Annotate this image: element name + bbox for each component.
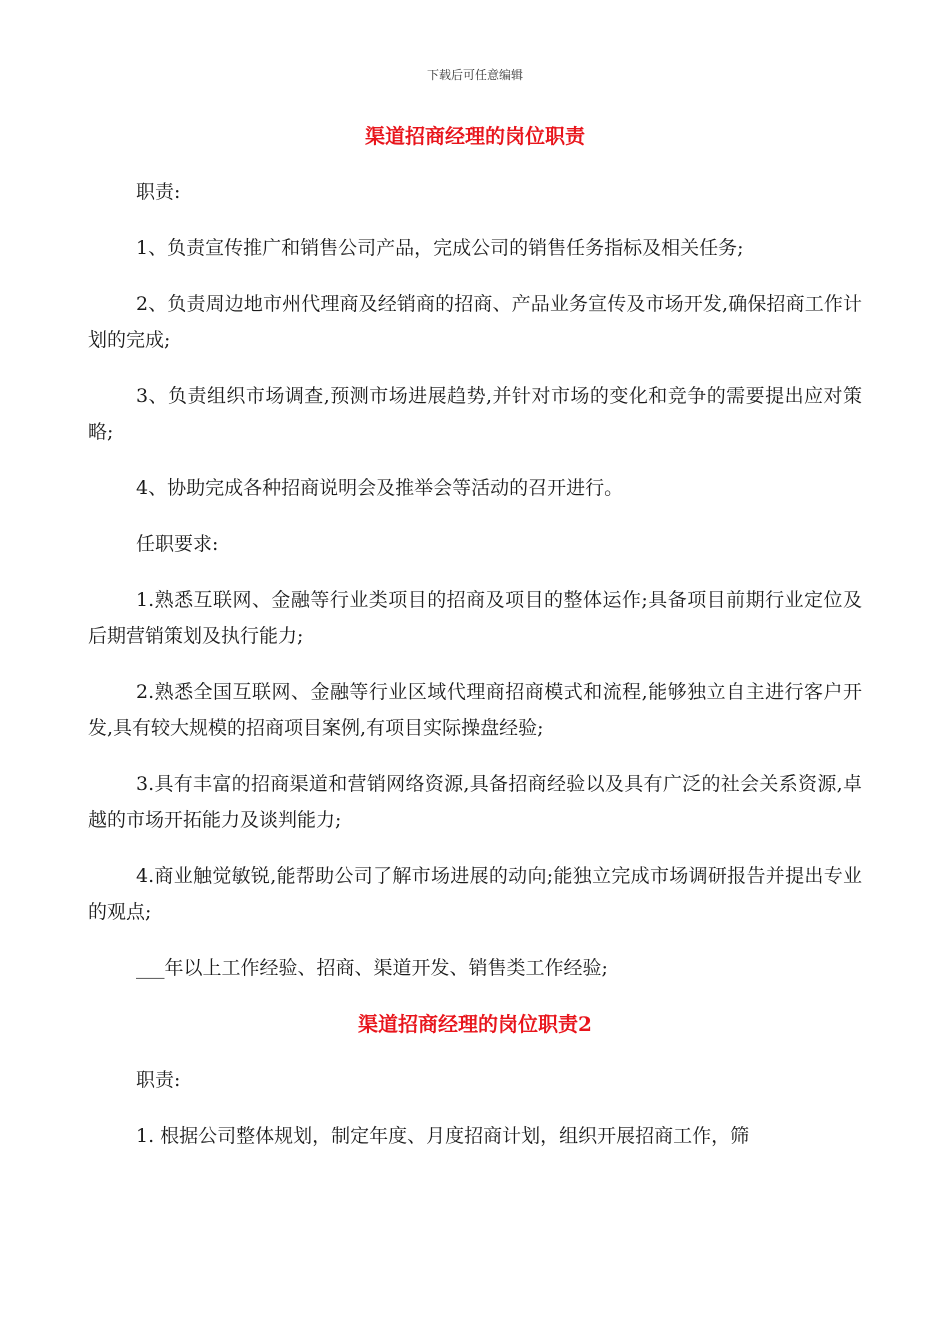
section1-requirement-4: 4.商业触觉敏锐,能帮助公司了解市场进展的动向;能独立完成市场调研报告并提出专业的观点; [88,865,862,923]
section2-title: 渠道招商经理的岗位职责2 [358,1012,592,1036]
section1-requirement-3: 3.具有丰富的招商渠道和营销网络资源,具备招商经验以及具有广泛的社会关系资源,卓越的市场开拓能力及谈判能力; [88,773,862,831]
header-note: 下载后可任意编辑 [426,68,523,82]
section1-title: 渠道招商经理的岗位职责 [365,124,585,148]
section2-duties-heading: 职责: [136,1069,181,1091]
section1-requirement-2: 2.熟悉全国互联网、金融等行业区域代理商招商模式和流程,能够独立自主进行客户开发,具有较大规模的招商项目案例,有项目实际操盘经验; [88,681,862,739]
section1-duty-1: 1、负责宣传推广和销售公司产品，完成公司的销售任务指标及相关任务; [136,237,744,259]
section1-duty-4: 4、协助完成各种招商说明会及推举会等活动的召开进行。 [136,477,624,499]
section1-requirement-1: 1.熟悉互联网、金融等行业类项目的招商及项目的整体运作;具备项目前期行业定位及后期营销策划及执行能力; [88,589,862,647]
section1-requirement-5: ___年以上工作经验、招商、渠道开发、销售类工作经验; [136,957,608,979]
section1-duties-heading: 职责: [136,181,181,203]
section1-requirements-heading: 任职要求: [136,533,219,555]
section1-duty-2: 2、负责周边地市州代理商及经销商的招商、产品业务宣传及市场开发,确保招商工作计划的完成; [88,293,862,351]
section2-duty-1: 1. 根据公司整体规划，制定年度、月度招商计划，组织开展招商工作，筛 [136,1125,750,1147]
document-body [88,118,862,1174]
section1-duty-3: 3、负责组织市场调查,预测市场进展趋势,并针对市场的变化和竞争的需要提出应对策略; [88,385,862,443]
